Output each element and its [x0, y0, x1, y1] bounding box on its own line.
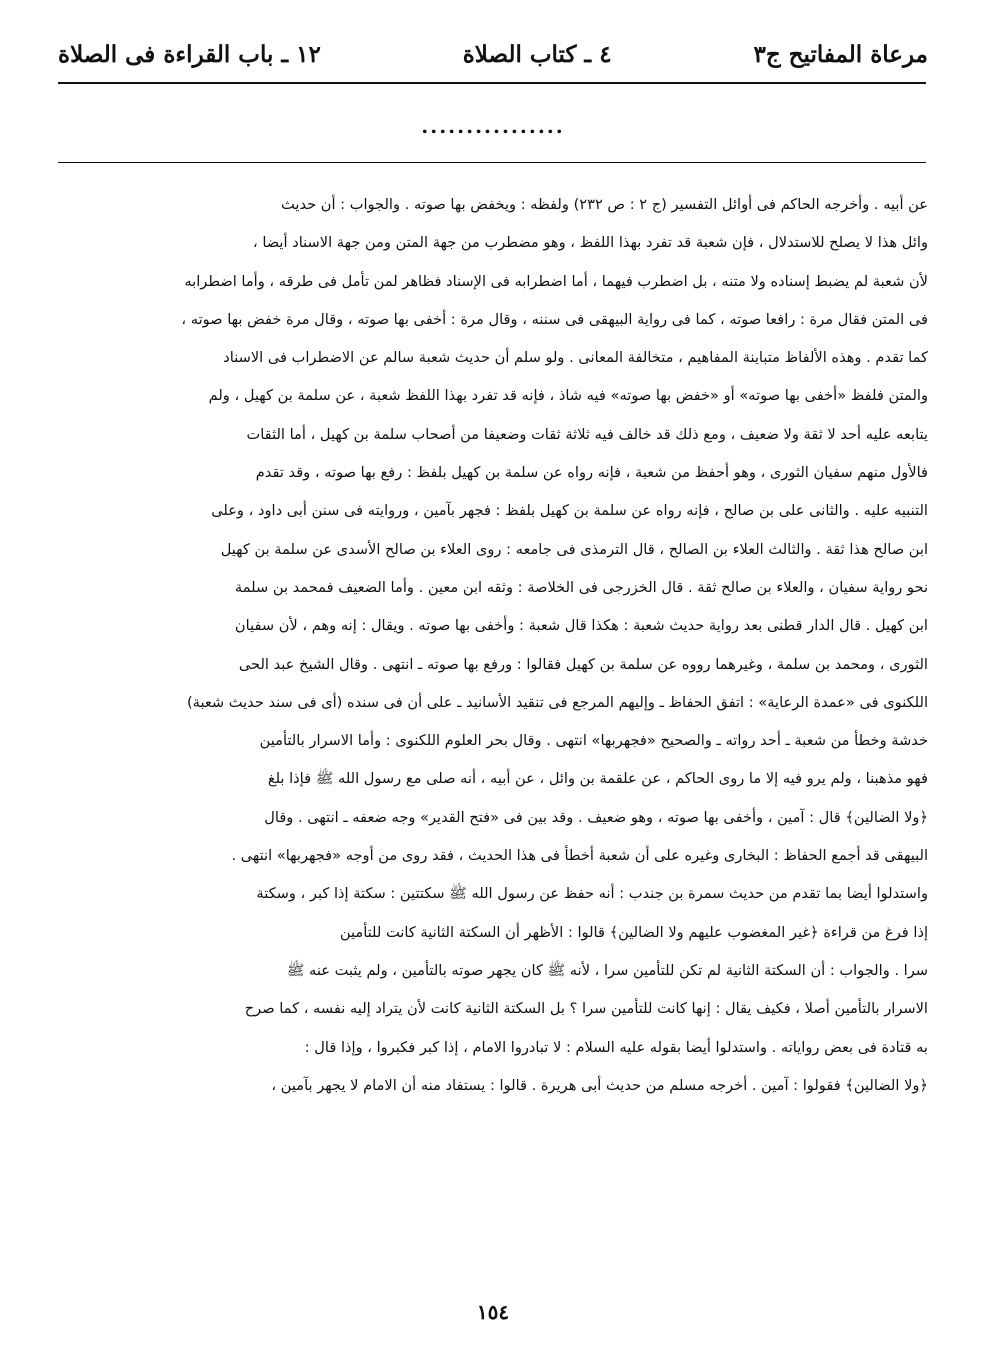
text-line: ابن صالح هذا ثقة . والثالث العلاء بن الصالح ، قال الترمذى فى جامعه : روى العلاء بن صالح الأسدى عن سلمة بن كهيل: [220, 540, 928, 558]
text-line: نحو رواية سفيان ، والعلاء بن صالح ثقة . قال الخزرجى فى الخلاصة : وثقه ابن معين . وأما الضعيف فمحمد بن سلمة: [234, 578, 928, 596]
text-line: ﴿ولا الضالين﴾ قال : آمين ، وأخفى بها صوته ، وهو ضعيف . وقد بين فى «فتح القدير» وجه ضعفه ـ انتهى . وقال: [264, 808, 928, 826]
text-line: يتابعه عليه أحد لا ثقة ولا ضعيف ، ومع ذلك قد خالف فيه ثلاثة ثقات وضعيفا من أصحاب سلمة بن كهيل ، أما الثقات: [246, 425, 928, 443]
text-line: سرا . والجواب : أن السكتة الثانية لم تكن للتأمين سرا ، لأنه ﷺ كان يجهر صوته بالتأمين ، ولم يثبت عنه ﷺ: [286, 961, 928, 979]
text-line: ابن كهيل . قال الدار قطنى بعد رواية حديث شعبة : هكذا قال شعبة : وأخفى بها صوته . ويقال : إنه وهم ، لأن سفيان: [234, 617, 928, 635]
text-line: والمتن فلفظ «أخفى بها صوته» أو «خفض بها صوته» فيه شاذ ، فإنه قد تفرد بهذا اللفظ شعبة ، عن سلمة بن كهيل ، ولم: [208, 387, 928, 405]
text-line: لأن شعبة لم يضبط إسناده ولا متنه ، بل اضطرب فيهما ، أما اضطرابه فى الإسناد فظاهر لمن تأمل فى طرقه ، وأما اضطرابه: [184, 272, 928, 290]
text-line: عن أبيه . وأخرجه الحاكم فى أوائل التفسير (ج ٢ : ص ٢٣٢) ولفظه : ويخفض بها صوته . والجواب : أن حديث: [281, 196, 928, 213]
running-head: [58, 30, 928, 78]
footnote-rule: [58, 162, 926, 163]
chapter-title: ٤ ـ كتاب الصلاة: [462, 40, 612, 68]
text-line: البيهقى قد أجمع الحفاظ : البخارى وغيره على أن شعبة أخطأ فى هذا الحديث ، فقد روى من أوجه «فجهربها» انتهى .: [231, 847, 928, 865]
text-line: اللكنوى فى «عمدة الرعاية» : اتفق الحفاظ ـ وإليهم المرجع فى تنقيد الأسانيد ـ على أن فى سنده (أى فى سند حديث شعبة): [186, 693, 928, 711]
text-line: الاسرار بالتأمين أصلا ، فكيف يقال : إنها كانت للتأمين سرا ؟ بل السكتة الثانية كانت لأن يتراد إليه نفسه ، كما صرح: [244, 1000, 928, 1018]
text-line: كما تقدم . وهذه الألفاظ متباينة المفاهيم ، متخالفة المعانى . ولو سلم أن حديث شعبة سالم عن الاضطراب فى الاسناد: [223, 349, 928, 367]
book-title: مرعاة المفاتيح ج٣: [753, 40, 928, 68]
body-text: [56, 186, 928, 1105]
section-title: ١٢ ـ باب القراءة فى الصلاة: [58, 40, 321, 68]
text-line: فهو مذهبنا ، ولم يرو فيه إلا ما روى الحاكم ، عن علقمة بن وائل ، عن أبيه ، أنه صلى مع رسول الله ﷺ فإذا بلغ: [267, 770, 928, 788]
header-rule: [58, 82, 926, 84]
text-line: به قتادة فى بعض رواياته . واستدلوا أيضا بقوله عليه السلام : لا تبادروا الامام ، إذا كبر فكبروا ، وإذا قال :: [304, 1038, 928, 1056]
page-number: ١٥٤: [476, 1300, 510, 1324]
text-line: الثورى ، ومحمد بن سلمة ، وغيرهما رووه عن سلمة بن كهيل فقالوا : ورفع بها صوته ـ انتهى . وقال الشيخ عبد الحى: [238, 655, 928, 673]
text-line: فالأول منهم سفيان الثورى ، وهو أحفظ من شعبة ، فإنه رواه عن سلمة بن كهيل بلفظ : رفع بها صوته ، وقد تقدم: [255, 464, 928, 482]
text-line: فى المتن فقال مرة : رافعا صوته ، كما فى رواية البيهقى فى سننه ، وقال مرة : أخفى بها صوته ، وقال مرة خفض بها صوته ،: [181, 310, 928, 328]
text-line: واستدلوا أيضا بما تقدم من حديث سمرة بن جندب : أنه حفظ عن رسول الله ﷺ سكتتين : سكتة إذا كبر ، وسكتة: [256, 885, 928, 903]
text-line: إذا فرغ من قراءة ﴿غير المغضوب عليهم ولا الضالين﴾ قالوا : الأظهر أن السكتة الثانية كانت للتأمين: [339, 923, 928, 941]
text-line: وائل هذا لا يصلح للاستدلال ، فإن شعبة قد تفرد بهذا اللفظ ، وهو مضطرب من جهة المتن ومن جهة الاسناد أيضا ،: [252, 234, 928, 252]
text-line: خدشة وخطأ من شعبة ـ أحد رواته ـ والصحيح «فجهربها» انتهى . وقال بحر العلوم اللكنوى : وأما الاسرار بالتأمين: [259, 732, 928, 750]
ornament-dots: ................: [421, 114, 565, 138]
text-line: التنبيه عليه . والثانى على بن صالح ، فإنه رواه عن سلمة بن كهيل بلفظ : فجهر بآمين ، وروايته فى سنن أبى داود ، وعلى: [211, 502, 928, 520]
text-line: ﴿ولا الضالين﴾ فقولوا : آمين . أخرجه مسلم من حديث أبى هريرة . قالوا : يستفاد منه أن الامام لا يجهر بآمين ،: [271, 1076, 928, 1094]
